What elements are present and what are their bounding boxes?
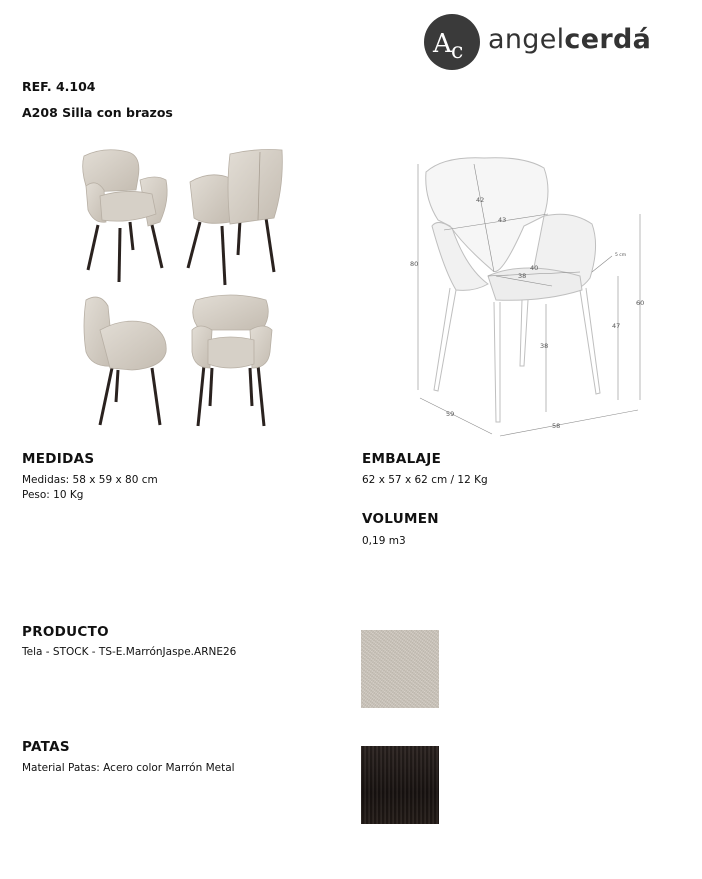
fabric-swatch [361,630,439,708]
chair-photo-side [84,297,166,425]
logo-name-light: angel [488,24,565,55]
volumen-title: VOLUMEN [362,511,439,527]
svg-text:A: A [433,29,452,59]
dimension-drawing [404,150,660,442]
brand-logo [424,14,686,70]
svg-text:c: c [451,39,464,64]
embalaje-value: 62 x 57 x 62 cm / 12 Kg [362,474,488,486]
dim-38-seat: 38 [518,272,527,280]
chair-photo-front-left [83,150,167,282]
logo-wordmark [488,24,651,55]
medidas-title: MEDIDAS [22,451,95,467]
dim-5cm: 5 cm [615,253,627,258]
product-name: A208 Silla con brazos [22,105,173,120]
dim-59: 59 [446,410,455,418]
producto-fabric: Tela - STOCK - TS-E.MarrónJaspe.ARNE26 [22,646,237,658]
product-ref: REF. 4.104 [22,79,96,94]
volumen-value: 0,19 m3 [362,535,406,547]
dim-58: 58 [552,422,561,430]
embalaje-title: EMBALAJE [362,451,442,467]
patas-material: Material Patas: Acero color Marrón Metal [22,762,235,774]
producto-title: PRODUCTO [22,624,109,640]
medidas-dimensions: Medidas: 58 x 59 x 80 cm [22,474,158,486]
dim-38-height: 38 [540,342,549,350]
logo-name-bold: cerdá [564,24,652,55]
dim-60: 60 [636,299,645,307]
dim-43: 43 [498,216,507,224]
dim-80: 80 [410,260,419,268]
product-photos [70,140,300,435]
medidas-weight: Peso: 10 Kg [22,489,84,501]
dim-40: 40 [530,264,539,272]
dim-47: 47 [612,322,621,330]
chair-photo-front [192,295,272,426]
dim-42: 42 [476,196,485,204]
patas-title: PATAS [22,739,70,755]
logo-mark [424,14,480,70]
chair-photo-back-right [188,150,282,286]
legs-finish-swatch [361,746,439,824]
